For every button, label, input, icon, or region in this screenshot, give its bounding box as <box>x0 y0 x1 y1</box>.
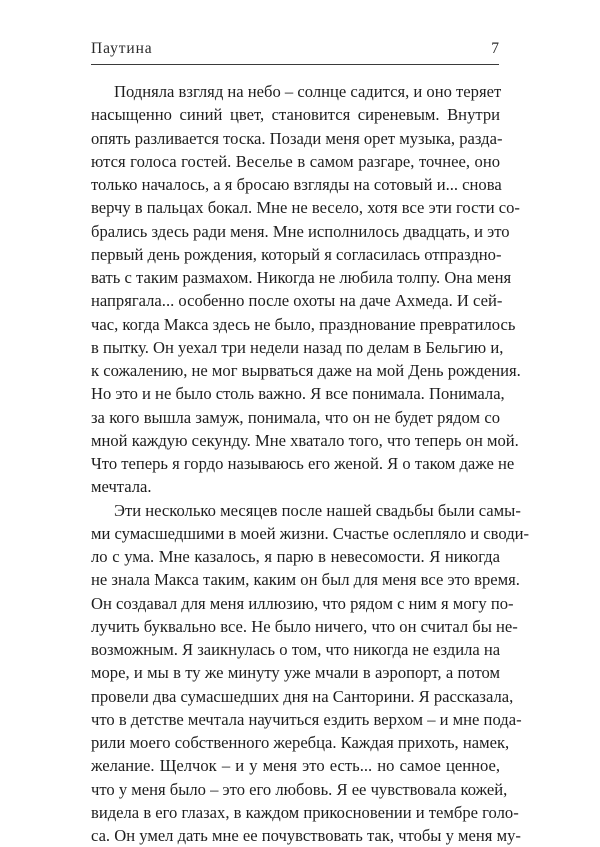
running-head <box>91 40 499 62</box>
page-number: 7 <box>491 40 499 58</box>
text-line: насыщенно синий цвет, становится сиреневым. Внутри <box>91 103 500 126</box>
header-rule <box>91 64 499 65</box>
text-line: море, и мы в ту же минуту уже мчали в аэропорт, а потом <box>91 661 500 684</box>
text-line: Эти несколько месяцев после нашей свадьбы были самы- <box>91 499 500 522</box>
text-line: только началось, а я бросаю взгляды на сотовый и... снова <box>91 173 500 196</box>
text-line: в пытку. Он уехал три недели назад по делам в Бельгию и, <box>91 336 500 359</box>
running-head-title: Паутина <box>91 40 153 58</box>
text-line: верчу в пальцах бокал. Мне не весело, хотя все эти гости со- <box>91 196 500 219</box>
text-line: видела в его глазах, в каждом прикосновении и тембре голо- <box>91 801 500 824</box>
text-line: са. Он умел дать мне ее почувствовать так, чтобы у меня му- <box>91 824 500 847</box>
text-line: рили моего собственного жеребца. Каждая прихоть, намек, <box>91 731 500 754</box>
text-line: что в детстве мечтала научиться ездить верхом – и мне пода- <box>91 708 500 731</box>
text-line: что у меня было – это его любовь. Я ее чувствовала кожей, <box>91 778 500 801</box>
text-line: к сожалению, не мог вырваться даже на мой День рождения. <box>91 359 500 382</box>
text-line: брались здесь ради меня. Мне исполнилось двадцать, и это <box>91 220 500 243</box>
text-line: не знала Макса таким, каким он был для меня все это время. <box>91 568 500 591</box>
text-line: час, когда Макса здесь не было, празднование превратилось <box>91 313 500 336</box>
text-line: ми сумасшедшими в моей жизни. Счастье ослепляло и своди- <box>91 522 500 545</box>
text-line: возможным. Я заикнулась о том, что никогда не ездила на <box>91 638 500 661</box>
text-line: Подняла взгляд на небо – солнце садится, и оно теряет <box>91 80 500 103</box>
paragraph <box>91 80 500 499</box>
text-line: Но это и не было столь важно. Я все понимала. Понимала, <box>91 382 500 405</box>
text-line: за кого вышла замуж, понимала, что он не будет рядом со <box>91 406 500 429</box>
text-line: мной каждую секунду. Мне хватало того, что теперь он мой. <box>91 429 500 452</box>
text-line: Что теперь я гордо называюсь его женой. Я о таком даже не <box>91 452 500 475</box>
text-line: мечтала. <box>91 475 500 498</box>
text-line: напрягала... особенно после охоты на даче Ахмеда. И сей- <box>91 289 500 312</box>
text-line: ются голоса гостей. Веселье в самом разгаре, точнее, оно <box>91 150 500 173</box>
text-line: первый день рождения, который я согласилась отпраздно- <box>91 243 500 266</box>
text-line: лучить буквально все. Не было ничего, что он считал бы не- <box>91 615 500 638</box>
text-line: ло с ума. Мне казалось, я парю в невесомости. Я никогда <box>91 545 500 568</box>
body-text <box>91 80 500 847</box>
paragraph <box>91 499 500 847</box>
text-line: провели два сумасшедших дня на Санторини. Я рассказала, <box>91 685 500 708</box>
text-line: Он создавал для меня иллюзию, что рядом с ним я могу по- <box>91 592 500 615</box>
text-line: желание. Щелчок – и у меня это есть... но самое ценное, <box>91 754 500 777</box>
text-line: вать с таким размахом. Никогда не любила толпу. Она меня <box>91 266 500 289</box>
text-line: опять разливается тоска. Позади меня орет музыка, разда- <box>91 127 500 150</box>
